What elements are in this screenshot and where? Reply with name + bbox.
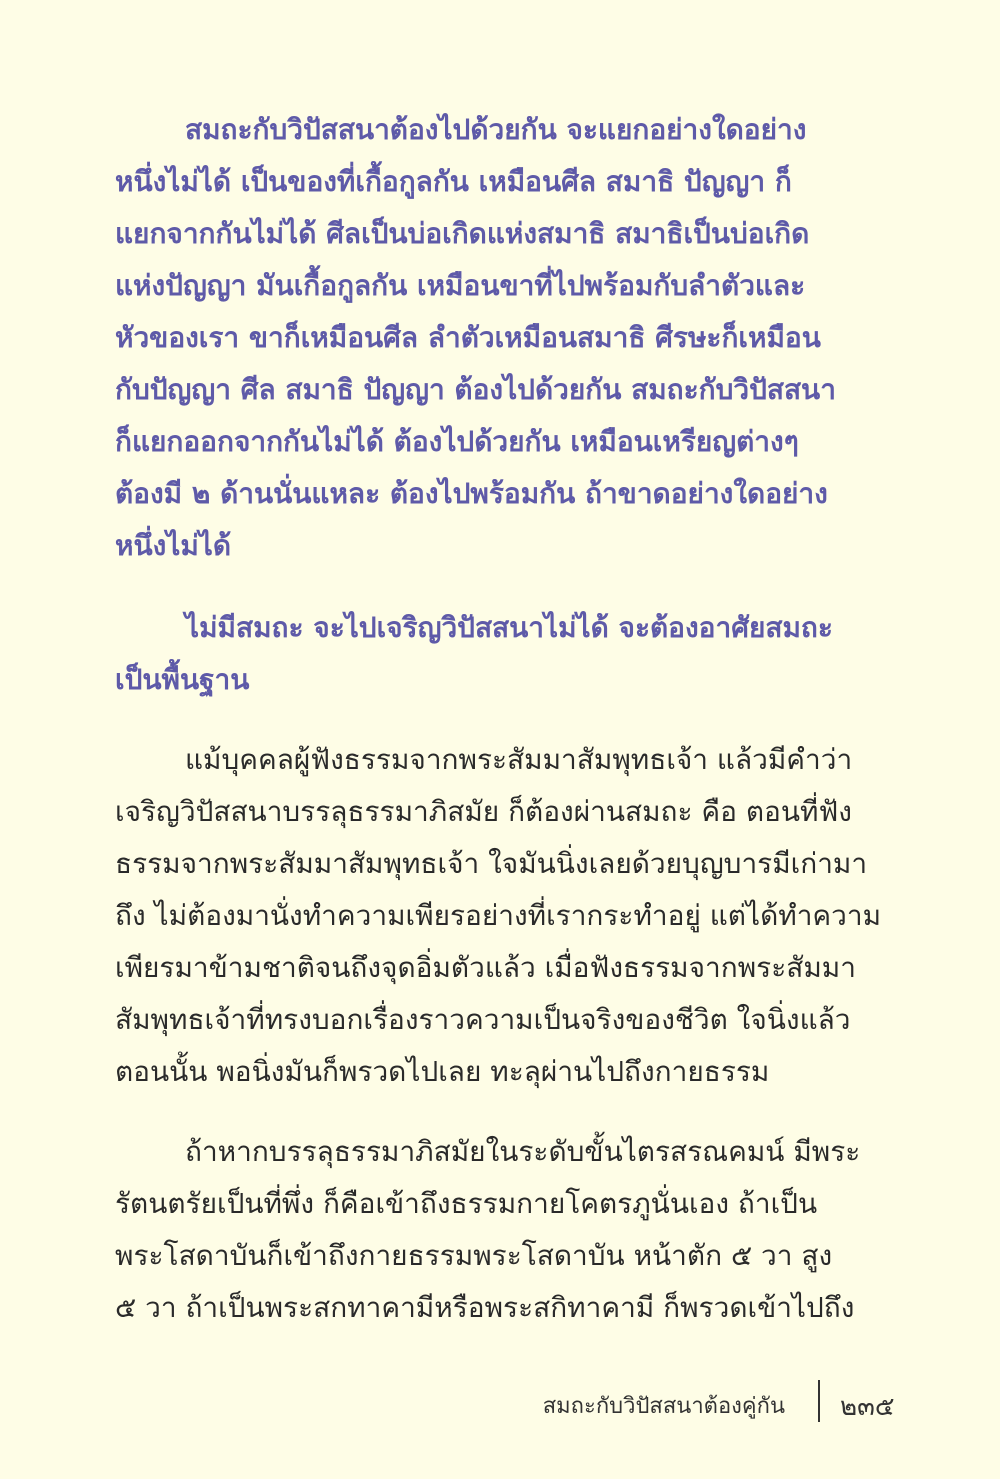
text-line: หัวของเรา ขาก็เหมือนศีล ลำตัวเหมือนสมาธิ ศีรษะก็เหมือน (115, 321, 821, 354)
text-line: ก็แยกออกจากกันไม่ได้ ต้องไปด้วยกัน เหมือนเหรียญต่างๆ (115, 425, 799, 458)
text-line: ถ้าหากบรรลุธรรมาภิสมัยในระดับขั้นไตรสรณคมน์ มีพระ (185, 1135, 861, 1168)
text-line: เพียรมาข้ามชาติจนถึงจุดอิ่มตัวแล้ว เมื่อฟังธรรมจากพระสัมมา (115, 951, 856, 984)
page-number: ๒๓๕ (840, 1392, 895, 1422)
text-line: แห่งปัญญา มันเกื้อกูลกัน เหมือนขาที่ไปพร้อมกับลำตัวและ (115, 269, 806, 302)
text-line: หนึ่งไม่ได้ เป็นของที่เกื้อกูลกัน เหมือนศีล สมาธิ ปัญญา ก็ (115, 165, 792, 198)
text-line: สัมพุทธเจ้าที่ทรงบอกเรื่องราวความเป็นจริงของชีวิต ใจนิ่งแล้ว (115, 1003, 851, 1036)
text-line: ถึง ไม่ต้องมานั่งทำความเพียรอย่างที่เรากระทำอยู่ แต่ได้ทำความ (115, 899, 882, 932)
text-line: ตอนนั้น พอนิ่งมันก็พรวดไปเลย ทะลุผ่านไปถึงกายธรรม (115, 1055, 770, 1088)
text-line: กับปัญญา ศีล สมาธิ ปัญญา ต้องไปด้วยกัน สมถะกับวิปัสสนา (115, 373, 836, 406)
text-line: ธรรมจากพระสัมมาสัมพุทธเจ้า ใจมันนิ่งเลยด้วยบุญบารมีเก่ามา (115, 847, 868, 880)
running-title: สมถะกับวิปัสสนาต้องคู่กัน (542, 1394, 785, 1419)
text-line: ไม่มีสมถะ จะไปเจริญวิปัสสนาไม่ได้ จะต้องอาศัยสมถะ (185, 611, 833, 644)
text-line: เป็นพื้นฐาน (115, 663, 250, 696)
text-line: เจริญวิปัสสนาบรรลุธรรมาภิสมัย ก็ต้องผ่านสมถะ คือ ตอนที่ฟัง (115, 795, 852, 828)
text-line: รัตนตรัยเป็นที่พึ่ง ก็คือเข้าถึงธรรมกายโคตรภูนั่นเอง ถ้าเป็น (115, 1187, 818, 1220)
text-line: พระโสดาบันก็เข้าถึงกายธรรมพระโสดาบัน หน้าตัก ๕ วา สูง (115, 1239, 833, 1272)
text-line: ต้องมี ๒ ด้านนั่นแหละ ต้องไปพร้อมกัน ถ้าขาดอย่างใดอย่าง (115, 477, 828, 510)
text-line: แยกจากกันไม่ได้ ศีลเป็นบ่อเกิดแห่งสมาธิ สมาธิเป็นบ่อเกิด (115, 217, 810, 250)
text-line: แม้บุคคลผู้ฟังธรรมจากพระสัมมาสัมพุทธเจ้า แล้วมีคำว่า (185, 743, 853, 776)
footer-divider (818, 1380, 820, 1422)
page-footer (0, 1380, 1000, 1430)
text-line: ๕ วา ถ้าเป็นพระสกทาคามีหรือพระสกิทาคามี ก็พรวดเข้าไปถึง (115, 1291, 855, 1324)
text-line: หนึ่งไม่ได้ (115, 529, 232, 562)
text-line: สมถะกับวิปัสสนาต้องไปด้วยกัน จะแยกอย่างใดอย่าง (185, 113, 807, 146)
